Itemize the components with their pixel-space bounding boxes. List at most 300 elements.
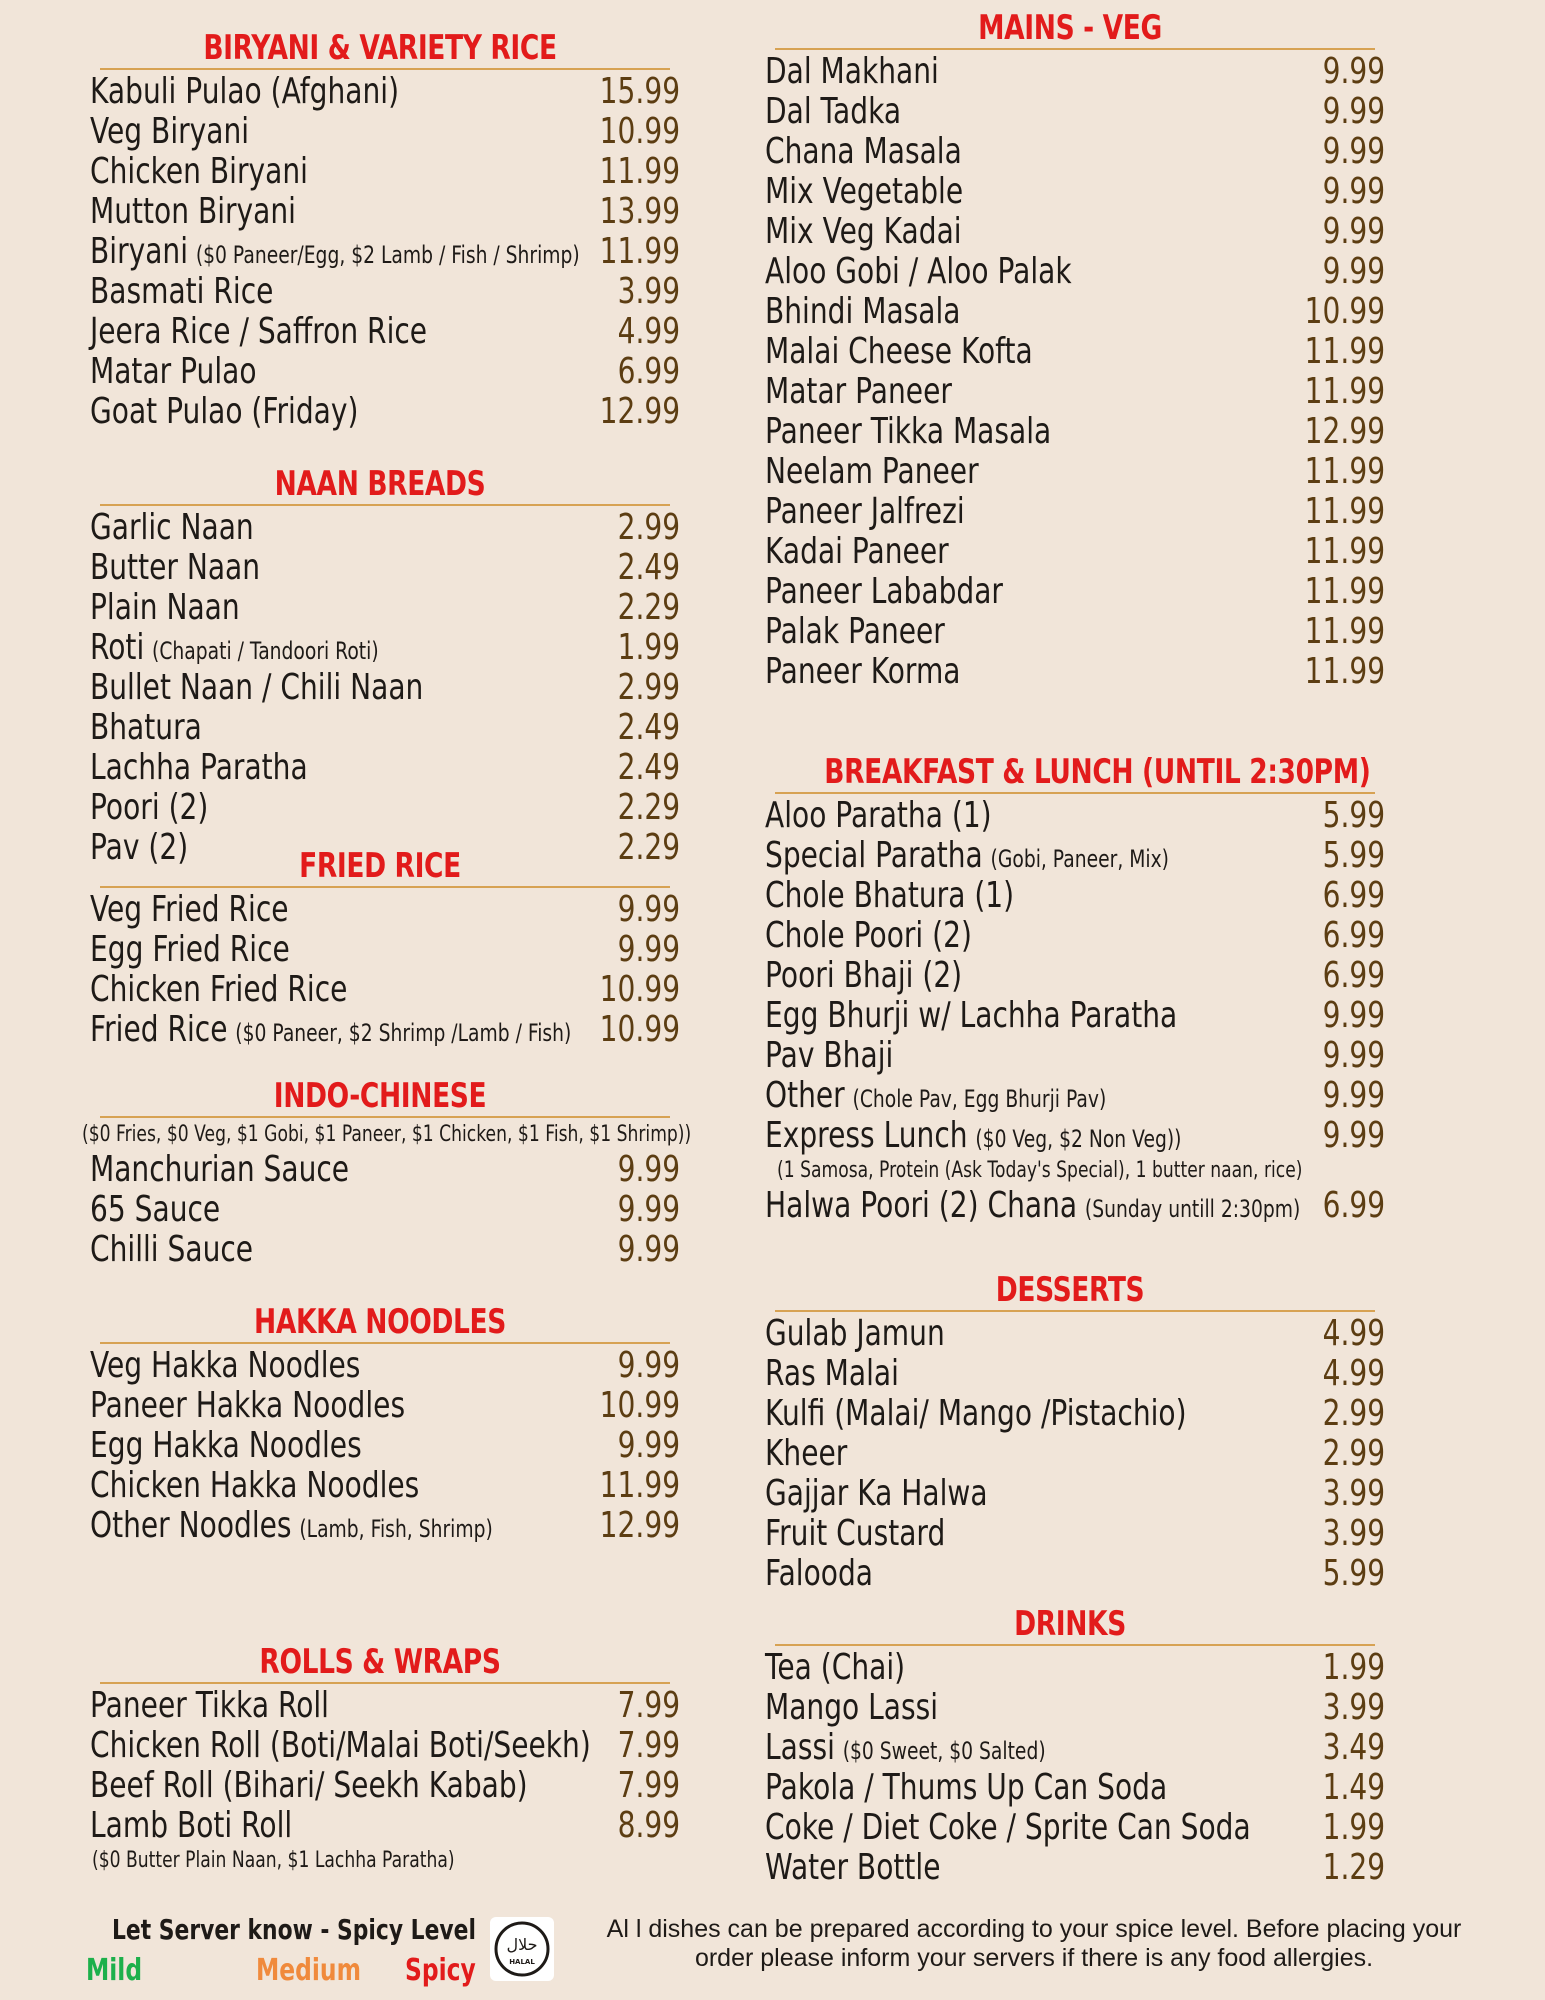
menu-item <box>755 532 1385 572</box>
item-name <box>765 532 949 572</box>
item-price: 9.99 <box>617 1345 680 1386</box>
item-price: 2.99 <box>1322 1433 1385 1474</box>
item-name-text: Chicken Roll (Boti/Malai Boti/Seekh) <box>90 1725 591 1766</box>
item-name <box>90 1426 362 1466</box>
item-name-text: Butter Naan <box>90 547 261 588</box>
menu-item <box>755 172 1385 212</box>
spicy-level-mild: Mild <box>86 1953 143 1988</box>
section-divider <box>100 504 670 506</box>
menu-item <box>80 1506 680 1546</box>
item-price: 9.99 <box>1322 211 1385 252</box>
menu-item <box>80 970 680 1010</box>
item-note: (Sunday untill 2:30pm) <box>1084 1195 1301 1223</box>
item-name <box>765 796 992 836</box>
item-name <box>90 668 423 708</box>
item-price: 2.99 <box>1322 1393 1385 1434</box>
item-name <box>90 970 347 1010</box>
menu-item <box>80 192 680 232</box>
item-name-text: Aloo Gobi / Aloo Palak <box>765 251 1072 292</box>
item-price: 9.99 <box>617 1425 680 1466</box>
item-name-text: Paneer Korma <box>765 651 961 692</box>
item-name-text: Paneer Tikka Roll <box>90 1685 329 1726</box>
item-price: 10.99 <box>599 1009 680 1050</box>
menu-item <box>755 132 1385 172</box>
spicy-level-medium: Medium <box>256 1953 361 1988</box>
item-name <box>90 508 254 548</box>
item-name-text: Mix Vegetable <box>765 171 964 212</box>
item-name-text: Egg Bhurji w/ Lachha Paratha <box>765 995 1178 1036</box>
item-name-text: Palak Paneer <box>765 611 945 652</box>
item-price: 9.99 <box>617 1189 680 1230</box>
item-price: 7.99 <box>617 1725 680 1766</box>
item-name-text: Chole Poori (2) <box>765 915 972 956</box>
item-name <box>765 1648 905 1688</box>
item-price: 9.99 <box>617 1229 680 1270</box>
item-name-text: Egg Fried Rice <box>90 929 290 970</box>
item-name <box>765 1848 940 1888</box>
menu-item <box>755 652 1385 692</box>
item-name-text: Paneer Lababdar <box>765 571 1003 612</box>
section-naan <box>80 464 680 868</box>
item-name-text: Water Bottle <box>765 1847 941 1888</box>
item-name <box>765 172 963 212</box>
menu-item <box>755 372 1385 412</box>
item-name-text: Manchurian Sauce <box>90 1149 350 1190</box>
menu-item <box>80 1010 680 1050</box>
section-title: BIRYANI & VARIETY RICE <box>203 28 557 68</box>
item-name <box>90 1686 329 1726</box>
item-name-text: Chilli Sauce <box>90 1229 254 1270</box>
item-price: 11.99 <box>1304 451 1385 492</box>
item-name-text: Veg Hakka Noodles <box>90 1345 361 1386</box>
item-note: (Chapati / Tandoori Roti) <box>152 637 379 665</box>
item-name <box>765 652 961 692</box>
allergy-disclaimer: Al l dishes can be prepared according to your spice level. Before placing your order please inform your servers if there is any food allergies. <box>606 1915 1462 1972</box>
menu-item <box>755 1314 1385 1354</box>
item-price: 5.99 <box>1322 835 1385 876</box>
item-price: 6.99 <box>1322 1185 1385 1226</box>
item-price: 9.99 <box>1322 171 1385 212</box>
item-price: 9.99 <box>617 929 680 970</box>
item-name-text: Mutton Biryani <box>90 191 296 232</box>
section-title: INDO-CHINESE <box>273 1076 487 1116</box>
item-name-text: Pav (2) <box>90 827 189 868</box>
menu-item <box>80 588 680 628</box>
menu-item <box>755 252 1385 292</box>
item-name-text: 65 Sauce <box>90 1189 221 1230</box>
item-name-text: Ras Malai <box>765 1353 899 1394</box>
item-name <box>90 1190 220 1230</box>
menu-item <box>80 890 680 930</box>
menu-item <box>80 72 680 112</box>
menu-item <box>80 1150 680 1190</box>
item-price: 9.99 <box>1322 995 1385 1036</box>
item-name <box>765 1808 1251 1848</box>
item-list <box>755 1648 1385 1888</box>
menu-item <box>755 1848 1385 1888</box>
item-name <box>90 352 257 392</box>
item-name-text: Matar Paneer <box>765 371 952 412</box>
item-name <box>90 312 427 352</box>
item-price: 2.49 <box>617 747 680 788</box>
item-name <box>765 1186 1300 1229</box>
menu-item <box>80 788 680 828</box>
item-name-text: Matar Pulao <box>90 351 257 392</box>
item-name <box>90 708 202 748</box>
item-name-text: Malai Cheese Kofta <box>765 331 1033 372</box>
menu-item <box>755 1648 1385 1688</box>
item-price: 6.99 <box>1322 955 1385 996</box>
item-name-text: Other <box>765 1075 845 1116</box>
item-name <box>765 132 962 172</box>
item-name-text: Dal Tadka <box>765 91 902 132</box>
item-name <box>90 1466 419 1506</box>
section-divider <box>100 1116 670 1118</box>
spicy-level-spicy: Spicy <box>405 1953 476 1988</box>
item-price: 9.99 <box>617 1149 680 1190</box>
menu-item <box>755 1688 1385 1728</box>
halal-icon <box>490 1917 554 1981</box>
section-note: ($0 Fries, $0 Veg, $1 Gobi, $1 Paneer, $1 Chicken, $1 Fish, $1 Shrimp)) <box>82 1122 692 1147</box>
item-price: 11.99 <box>599 151 680 192</box>
menu-item <box>80 1806 680 1846</box>
menu-item <box>755 1514 1385 1554</box>
menu-item <box>80 1766 680 1806</box>
item-list <box>80 72 680 432</box>
item-name-text: Biryani <box>90 231 189 272</box>
item-price: 1.49 <box>1322 1767 1385 1808</box>
section-divider <box>100 1342 670 1344</box>
menu-item <box>80 1190 680 1230</box>
section-fried-rice <box>80 846 680 1050</box>
item-name-text: Gajjar Ka Halwa <box>765 1473 988 1514</box>
item-price: 12.99 <box>1304 411 1385 452</box>
item-price: 4.99 <box>1322 1353 1385 1394</box>
section-divider <box>775 48 1375 50</box>
item-name <box>765 996 1177 1036</box>
menu-item <box>80 232 680 272</box>
section-divider <box>775 1310 1375 1312</box>
menu-item <box>755 612 1385 652</box>
item-name <box>765 876 1014 916</box>
menu-item <box>755 1186 1385 1226</box>
item-price: 6.99 <box>617 351 680 392</box>
item-price: 1.29 <box>1322 1847 1385 1888</box>
item-note: ($0 Sweet, $0 Salted) <box>842 1737 1046 1765</box>
item-name <box>90 1010 571 1053</box>
item-price: 1.99 <box>1322 1647 1385 1688</box>
menu-item <box>80 352 680 392</box>
menu-footer <box>0 1905 1545 2000</box>
menu-item <box>80 668 680 708</box>
item-name <box>90 1806 292 1846</box>
item-name-text: Kabuli Pulao (Afghani) <box>90 71 400 112</box>
menu-item <box>755 1474 1385 1514</box>
menu-item <box>755 212 1385 252</box>
section-indo-chinese <box>80 1076 692 1270</box>
item-name <box>90 272 273 312</box>
item-name <box>90 392 358 432</box>
item-name-text: Dal Makhani <box>765 51 939 92</box>
item-price: 9.99 <box>1322 131 1385 172</box>
menu-item <box>755 916 1385 956</box>
menu-item <box>80 1426 680 1466</box>
item-name <box>90 1230 253 1270</box>
item-name-text: Lachha Paratha <box>90 747 308 788</box>
menu-item <box>80 1466 680 1506</box>
item-price: 9.99 <box>1322 251 1385 292</box>
item-name-text: Jeera Rice / Saffron Rice <box>90 311 428 352</box>
item-name-text: Gulab Jamun <box>765 1313 945 1354</box>
item-name-text: Kheer <box>765 1433 848 1474</box>
menu-item <box>755 332 1385 372</box>
item-name-text: Veg Biryani <box>90 111 250 152</box>
svg-text:HALAL: HALAL <box>509 1958 535 1966</box>
item-price: 2.99 <box>617 507 680 548</box>
item-name <box>90 788 208 828</box>
item-name-text: Chicken Biryani <box>90 151 308 192</box>
item-name <box>765 836 1169 879</box>
menu-item <box>80 930 680 970</box>
item-price: 9.99 <box>1322 1035 1385 1076</box>
item-price: 10.99 <box>599 969 680 1010</box>
item-name <box>765 572 1003 612</box>
section-hakka-noodles <box>80 1302 680 1546</box>
menu-item <box>80 1726 680 1766</box>
menu-item <box>755 412 1385 452</box>
item-price: 2.49 <box>617 547 680 588</box>
section-drinks <box>755 1604 1385 1888</box>
item-name <box>90 72 399 112</box>
item-name-text: Roti <box>90 627 145 668</box>
item-name <box>90 1386 405 1426</box>
item-name-text: Bhatura <box>90 707 202 748</box>
menu-item <box>755 1728 1385 1768</box>
item-price: 5.99 <box>1322 795 1385 836</box>
section-title: BREAKFAST & LUNCH (UNTIL 2:30PM) <box>824 752 1371 792</box>
item-name <box>765 212 962 252</box>
section-divider <box>100 1682 670 1684</box>
section-biryani <box>80 28 680 432</box>
item-name <box>90 152 308 192</box>
item-name-text: Halwa Poori (2) Chana <box>765 1185 1078 1226</box>
section-divider <box>100 886 670 888</box>
item-name-text: Lamb Boti Roll <box>90 1805 293 1846</box>
item-price: 9.99 <box>1322 1115 1385 1156</box>
item-price: 9.99 <box>1322 91 1385 132</box>
item-list <box>755 796 1385 1226</box>
item-name-text: Kadai Paneer <box>765 531 949 572</box>
item-name <box>765 492 965 532</box>
section-title: MAINS - VEG <box>978 8 1162 48</box>
item-price: 8.99 <box>617 1805 680 1846</box>
item-name-text: Paneer Jalfrezi <box>765 491 965 532</box>
item-name <box>765 292 960 332</box>
item-price: 5.99 <box>1322 1553 1385 1594</box>
item-name <box>90 628 379 671</box>
item-name <box>765 1688 938 1728</box>
menu-item <box>755 956 1385 996</box>
menu-item <box>80 708 680 748</box>
item-name <box>765 1116 1181 1159</box>
section-footnote: ($0 Butter Plain Naan, $1 Lachha Paratha) <box>92 1848 455 1873</box>
menu-item <box>755 1354 1385 1394</box>
item-name <box>90 112 249 152</box>
item-price: 10.99 <box>599 1385 680 1426</box>
item-name-text: Paneer Hakka Noodles <box>90 1385 406 1426</box>
item-price: 6.99 <box>1322 875 1385 916</box>
menu-item <box>755 92 1385 132</box>
item-name-text: Basmati Rice <box>90 271 274 312</box>
item-price: 1.99 <box>1322 1807 1385 1848</box>
item-name-text: Lassi <box>765 1727 835 1768</box>
item-price: 11.99 <box>1304 531 1385 572</box>
item-name-text: Mix Veg Kadai <box>765 211 962 252</box>
item-name-text: Veg Fried Rice <box>90 889 289 930</box>
item-name <box>90 1506 493 1549</box>
section-title: DRINKS <box>1014 1604 1126 1644</box>
section-breakfast-lunch <box>755 752 1385 1226</box>
menu-item <box>80 748 680 788</box>
item-price: 10.99 <box>1304 291 1385 332</box>
menu-item <box>755 836 1385 876</box>
item-name-text: Bullet Naan / Chili Naan <box>90 667 424 708</box>
item-price: 2.29 <box>617 587 680 628</box>
menu-item <box>755 492 1385 532</box>
item-name-text: Beef Roll (Bihari/ Seekh Kabab) <box>90 1765 528 1806</box>
item-price: 11.99 <box>1304 331 1385 372</box>
item-name <box>90 1150 349 1190</box>
item-price: 4.99 <box>1322 1313 1385 1354</box>
item-price: 3.99 <box>1322 1687 1385 1728</box>
item-name <box>765 52 939 92</box>
item-price: 11.99 <box>599 231 680 272</box>
menu-item <box>80 152 680 192</box>
item-note: (Chole Pav, Egg Bhurji Pav) <box>852 1085 1107 1113</box>
menu-item <box>755 292 1385 332</box>
item-price: 11.99 <box>1304 371 1385 412</box>
item-name <box>765 1036 893 1076</box>
menu-item <box>755 1036 1385 1076</box>
item-price: 11.99 <box>1304 491 1385 532</box>
menu-item <box>80 1230 680 1270</box>
menu-item <box>755 1554 1385 1594</box>
item-price: 11.99 <box>1304 651 1385 692</box>
menu-item <box>755 876 1385 916</box>
item-price: 11.99 <box>599 1465 680 1506</box>
item-name <box>765 372 952 412</box>
menu-item <box>80 112 680 152</box>
section-divider <box>100 68 670 70</box>
item-price: 13.99 <box>599 191 680 232</box>
menu-item <box>755 796 1385 836</box>
item-price: 9.99 <box>1322 51 1385 92</box>
item-price: 7.99 <box>617 1765 680 1806</box>
menu-item <box>755 1076 1385 1116</box>
section-title: NAAN BREADS <box>274 464 486 504</box>
item-price: 12.99 <box>599 391 680 432</box>
item-name <box>90 930 290 970</box>
item-name-text: Chole Bhatura (1) <box>765 875 1015 916</box>
item-list <box>80 1150 680 1270</box>
item-name-text: Special Paratha <box>765 835 983 876</box>
item-list <box>80 1346 680 1546</box>
menu-item <box>80 392 680 432</box>
item-name <box>765 1354 899 1394</box>
item-name <box>765 1076 1106 1119</box>
item-note: (Lamb, Fish, Shrimp) <box>299 1515 493 1543</box>
item-name-text: Paneer Tikka Masala <box>765 411 1052 452</box>
item-name <box>90 748 308 788</box>
item-price: 11.99 <box>1304 571 1385 612</box>
item-name <box>765 1768 1167 1808</box>
menu-item <box>80 272 680 312</box>
item-name-text: Express Lunch <box>765 1115 968 1156</box>
item-price: 15.99 <box>599 71 680 112</box>
item-name-text: Kulfi (Malai/ Mango /Pistachio) <box>765 1393 1187 1434</box>
item-name <box>765 1514 945 1554</box>
item-name-text: Chana Masala <box>765 131 962 172</box>
item-name <box>765 1554 873 1594</box>
item-name-text: Tea (Chai) <box>765 1647 906 1688</box>
item-price: 12.99 <box>599 1505 680 1546</box>
item-name <box>90 192 296 232</box>
item-price: 3.49 <box>1322 1727 1385 1768</box>
item-name-text: Egg Hakka Noodles <box>90 1425 362 1466</box>
item-price: 7.99 <box>617 1685 680 1726</box>
item-name-text: Other Noodles <box>90 1505 292 1546</box>
item-name-text: Mango Lassi <box>765 1687 939 1728</box>
spicy-level-title: Let Server know - Spicy Level <box>112 1913 476 1946</box>
section-title: HAKKA NOODLES <box>254 1302 506 1342</box>
item-price: 3.99 <box>1322 1473 1385 1514</box>
menu-item <box>80 548 680 588</box>
item-name-text: Poori (2) <box>90 787 209 828</box>
section-mains-veg <box>755 8 1385 692</box>
menu-item <box>80 508 680 548</box>
item-name <box>765 1474 988 1514</box>
item-name-text: Poori Bhaji (2) <box>765 955 963 996</box>
item-name <box>90 890 289 930</box>
item-list <box>80 1686 680 1846</box>
item-list <box>755 1314 1385 1594</box>
item-name-text: Falooda <box>765 1553 873 1594</box>
menu-item <box>80 1686 680 1726</box>
menu-item <box>755 1768 1385 1808</box>
menu-item <box>80 628 680 668</box>
item-price: 3.99 <box>617 271 680 312</box>
item-name-text: Goat Pulao (Friday) <box>90 391 359 432</box>
item-note: ($0 Veg, $2 Non Veg)) <box>975 1125 1182 1153</box>
item-name-text: Chicken Hakka Noodles <box>90 1465 420 1506</box>
section-title: DESSERTS <box>995 1270 1145 1310</box>
menu-item <box>755 1808 1385 1848</box>
item-name <box>765 332 1033 372</box>
menu-item <box>80 1346 680 1386</box>
menu-item <box>755 1394 1385 1434</box>
item-name <box>765 1728 1046 1771</box>
section-divider <box>775 1644 1375 1646</box>
item-name <box>765 412 1051 452</box>
item-name-text: Pakola / Thums Up Can Soda <box>765 1767 1168 1808</box>
item-name <box>90 588 240 628</box>
item-note: ($0 Paneer/Egg, $2 Lamb / Fish / Shrimp) <box>195 241 580 269</box>
item-name <box>90 1346 360 1386</box>
section-desserts <box>755 1270 1385 1594</box>
item-name <box>90 232 580 275</box>
svg-text:حلال: حلال <box>506 1935 538 1954</box>
item-name-text: Garlic Naan <box>90 507 254 548</box>
